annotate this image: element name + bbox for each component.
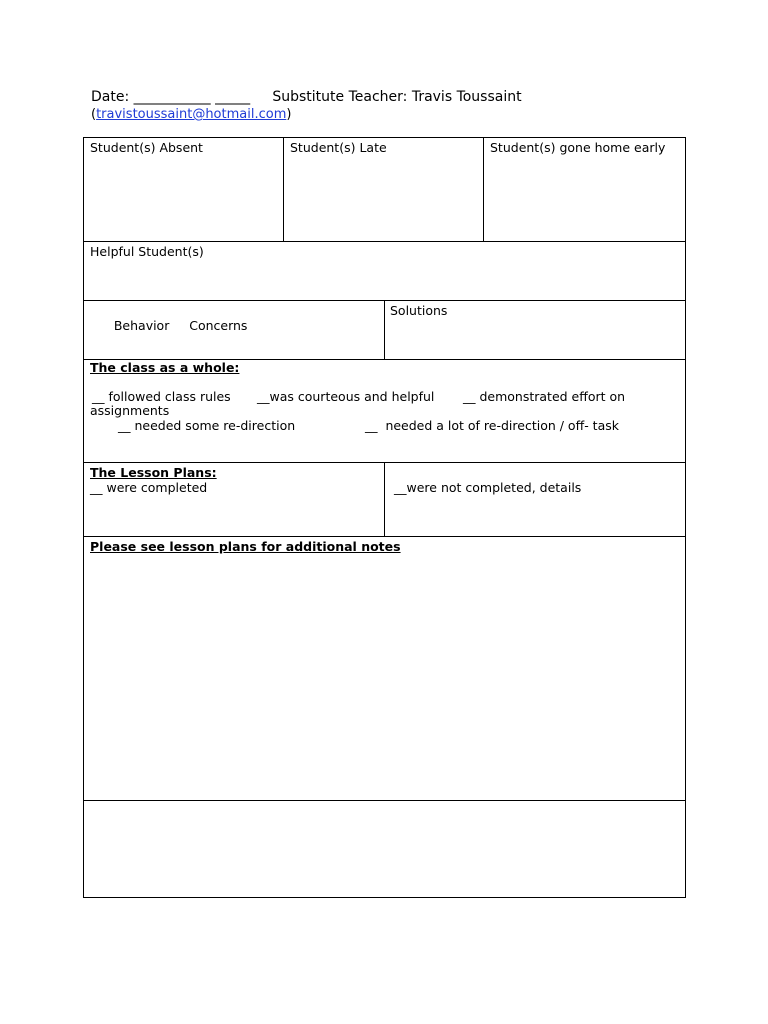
behavior-concerns-label: Behavior Concerns (113, 318, 248, 333)
notes-cell[interactable] (84, 537, 685, 800)
students-gone-home-label: Student(s) gone home early (490, 140, 666, 155)
attendance-row (84, 138, 685, 242)
header-spacer (250, 89, 272, 105)
lesson-plans-completed-option[interactable]: __ were completed (90, 480, 208, 495)
header-line (91, 88, 522, 106)
class-as-whole-title: The class as a whole: (90, 360, 240, 375)
lesson-plans-not-completed-option[interactable]: __were not completed, details (394, 480, 582, 495)
class-as-whole-section (84, 360, 685, 463)
lesson-plans-completed-cell[interactable] (84, 463, 384, 537)
email-link[interactable]: travistoussaint@hotmail.com (96, 107, 287, 122)
divider (283, 138, 284, 242)
email-line (91, 106, 522, 124)
students-absent-label: Student(s) Absent (90, 140, 203, 155)
blank-bottom-cell[interactable] (84, 801, 685, 897)
option-some-redirection[interactable]: __ needed some re-direction (118, 418, 296, 433)
solutions-cell[interactable] (384, 301, 684, 360)
helpful-students-label: Helpful Student(s) (90, 244, 204, 259)
option-courteous-helpful[interactable]: __was courteous and helpful (257, 389, 435, 404)
lesson-plans-title: The Lesson Plans: (90, 465, 217, 480)
email-open-paren: ( (91, 107, 97, 122)
option-followed-rules[interactable]: __ followed class rules (92, 389, 231, 404)
students-gone-home-cell[interactable] (484, 138, 684, 242)
option-demonstrated-effort-cont: assignments (90, 403, 170, 418)
divider (384, 301, 385, 360)
substitute-report-form (83, 137, 686, 898)
form-header (91, 88, 522, 124)
helpful-students-cell[interactable] (84, 242, 685, 301)
solutions-label: Solutions (390, 303, 448, 318)
behavior-row (84, 301, 685, 360)
notes-section (84, 537, 685, 800)
divider (483, 138, 484, 242)
students-absent-cell[interactable] (84, 138, 284, 242)
lesson-plans-row (84, 463, 685, 537)
students-late-cell[interactable] (284, 138, 484, 242)
students-late-label: Student(s) Late (290, 140, 387, 155)
notes-title: Please see lesson plans for additional notes (90, 539, 401, 554)
substitute-teacher-label: Substitute Teacher: Travis Toussaint (272, 89, 522, 105)
helpful-students-row (84, 242, 685, 301)
date-field-label: Date: ___________ _____ (91, 89, 251, 105)
email-close-paren: ) (286, 107, 292, 122)
option-demonstrated-effort[interactable]: __ demonstrated effort on (463, 389, 626, 404)
option-lot-of-redirection[interactable]: __ needed a lot of re-direction / off- task (365, 418, 619, 433)
behavior-concerns-cell[interactable] (84, 301, 384, 360)
lesson-plans-not-completed-cell[interactable] (384, 463, 684, 537)
divider (384, 463, 385, 537)
